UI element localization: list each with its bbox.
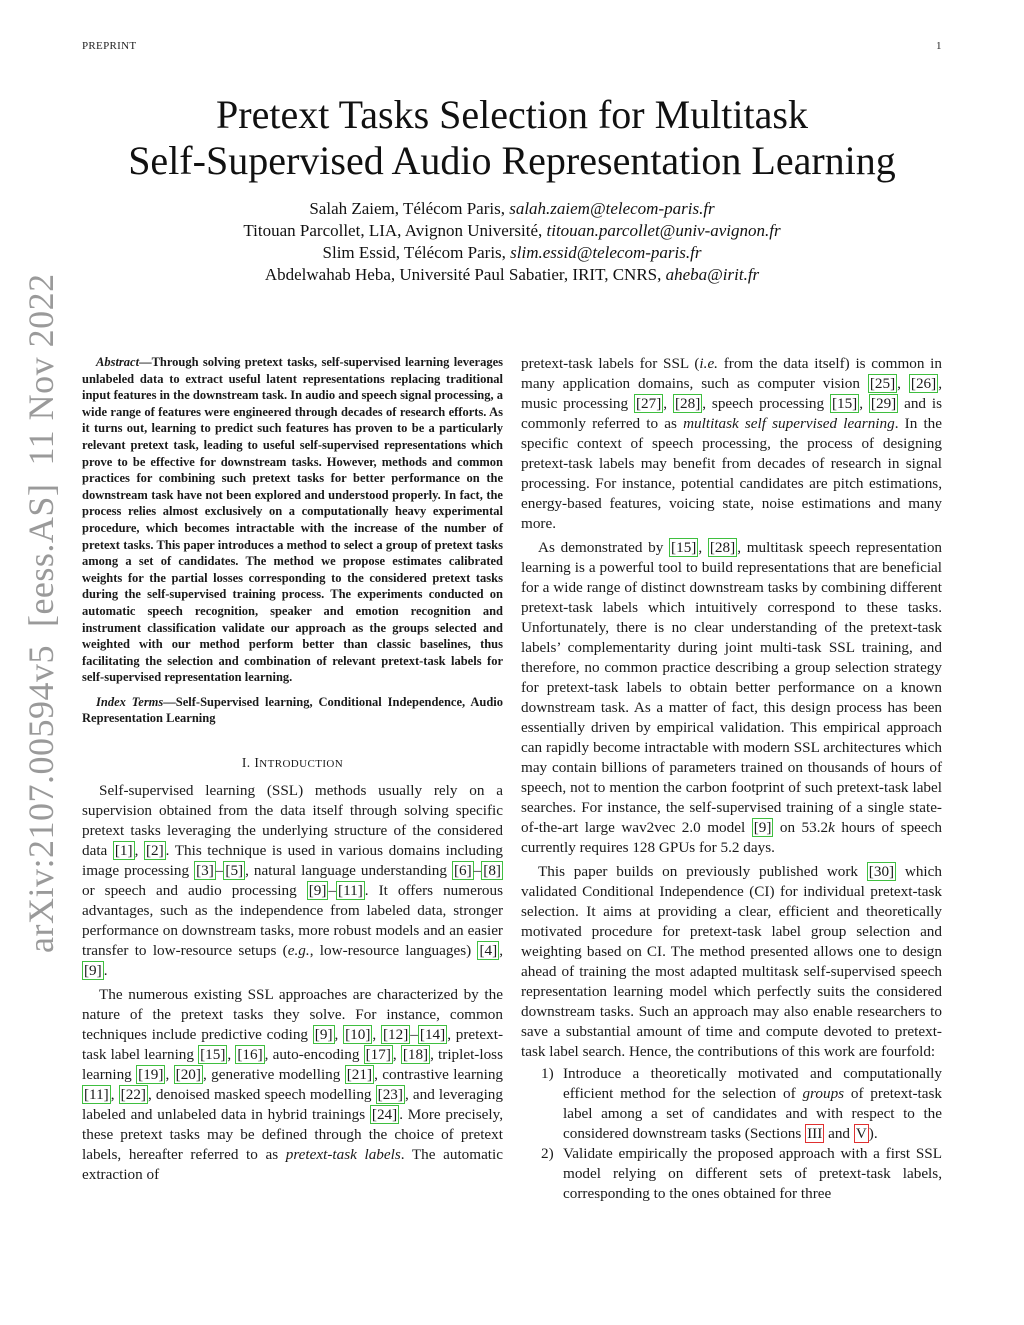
arxiv-id: arXiv:2107.00594v5 <box>21 645 61 953</box>
index-terms-text: Self-Supervised learning, Conditional Independence, Audio Representation Learning <box>82 694 503 726</box>
left-column <box>82 354 503 1185</box>
citation-link[interactable]: [5] <box>225 862 244 880</box>
citation-link[interactable]: [30] <box>868 863 895 880</box>
author-affiliation: Titouan Parcollet, LIA, Avignon Université, <box>243 221 543 240</box>
citation-link[interactable]: [28] <box>709 539 736 556</box>
citation-link[interactable]: [19] <box>138 1066 164 1084</box>
citation-link[interactable]: [15] <box>671 539 697 556</box>
arxiv-date: 11 Nov 2022 <box>21 273 61 466</box>
body-paragraph: pretext-task labels for SSL (i.e. from the data itself) is common in many application domains, such as computer vision [25] , [26] , music processing [27] , [28] , speech processing [15] , [29] and is commonly referred to as multitask self supervised learning. In the specific context of speech processing, the process of designing pretext-task labels may benefit from decades of research in signal processing. For instance, potential candidates are pitch estimations, energy-based features, voicing state, noise estimations and many more. <box>521 355 943 532</box>
citation-link[interactable]: [15] <box>831 395 858 412</box>
section-heading-introduction: I. INTRODUCTION <box>241 755 344 771</box>
title-line-1: Pretext Tasks Selection for Multitask <box>216 92 808 137</box>
section-link[interactable]: V <box>855 1125 867 1142</box>
author-block <box>0 198 1024 286</box>
author-line <box>0 264 1024 286</box>
running-head: PREPRINT <box>82 40 137 52</box>
citation-link[interactable]: [4] <box>479 942 498 960</box>
citation-link[interactable]: [3] <box>196 862 214 880</box>
citation-link[interactable]: [8] <box>483 862 501 880</box>
abstract: Abstract—Through solving pretext tasks, self-supervised learning leverages unlabeled data to extract useful latent representations replacing traditional input features in the downstream task. In audio and speech signal processing, a wide range of features were engineered through decades of research efforts. As it turns out, learning to predict such features has proven to be a particularly relevant pretext task, leading to useful self-supervised representations which prove to be effective for downstream tasks. However, methods and common practices for combining such pretext tasks for better performance on the downstream task have not been explored and understood properly. In fact, the process relies almost exclusively on a computationally heavy experimental procedure, which becomes intractable with the increase of the number of pretext tasks. This paper introduces a method to select a group of pretext tasks among a set of candidates. The method we propose estimates calibrated weights for the partial losses corresponding to the considered pretext tasks during the self-supervised training process. The experiments conducted on automatic speech recognition, speaker and emotion recognition and instrument classification validate our approach as the groups selected and weighted with our method perform better than classic baselines, thus facilitating the selection and combination of relevant pretext-task labels for self-supervised representation learning. <box>82 355 503 685</box>
citation-link[interactable]: [22] <box>120 1086 146 1104</box>
citation-link[interactable]: [9] <box>84 962 102 980</box>
citation-link[interactable]: [12] <box>382 1026 409 1044</box>
citation-link[interactable]: [17] <box>365 1046 391 1064</box>
author-affiliation: Slim Essid, Télécom Paris, <box>322 243 506 262</box>
arxiv-stamp <box>20 273 62 953</box>
list-item: 1) Introduce a theoretically motivated and computationally efficient method for the selection of groups of pretext-task label among a set of candidates and with respect to the considered downstream tasks (Sections III and V ). <box>541 1065 942 1142</box>
page-number: 1 <box>936 40 942 52</box>
citation-link[interactable]: [14] <box>419 1026 446 1044</box>
title-line-2: Self-Supervised Audio Representation Learning <box>128 138 896 183</box>
citation-link[interactable]: [21] <box>346 1066 373 1084</box>
citation-link[interactable]: [16] <box>237 1046 263 1064</box>
author-line <box>0 220 1024 242</box>
citation-link[interactable]: [11] <box>84 1086 109 1104</box>
index-terms: Index Terms—Self-Supervised learning, Conditional Independence, Audio Representation Learning <box>82 694 503 726</box>
citation-link[interactable]: [6] <box>453 862 472 880</box>
intro-paragraph-2: The numerous existing SSL approaches are characterized by the nature of the pretext tasks they solve. For instance, common techniques include predictive coding [9] , [10] , [12] – [14] , pretext-task label learning [15] , [16] , auto-encoding [17] , [18] , triplet-loss learning [19] , [20] , generative modelling [21] , contrastive learning [11] , [22] , denoised masked speech modelling [23] , and leveraging labeled and unlabeled data in hybrid trainings [24] . More precisely, these pretext tasks may be defined through the choice of pretext labels, hereafter referred to as pretext-task labels. The automatic extraction of <box>82 986 504 1184</box>
abstract-text: Through solving pretext tasks, self-supervised learning leverages unlabeled data to extract useful latent representations replacing traditional input features in the downstream task. In audio and speech signal processing, a wide range of features were engineered through decades of research efforts. As it turns out, learning to predict such features has proven to be a particularly relevant pretext task, leading to useful self-supervised representations which prove to be effective for downstream tasks. However, methods and common practices for combining such pretext tasks for better performance on the downstream task have not been explored and understood properly. In fact, the process relies almost exclusively on a computationally heavy experimental procedure, which becomes intractable with the increase of the number of pretext tasks. This paper introduces a method to select a group of pretext tasks among a set of candidates. The method we propose estimates calibrated weights for the partial losses corresponding to the considered pretext tasks during the self-supervised training process. The experiments conducted on automatic speech recognition, speaker and emotion recognition and instrument classification validate our approach as the groups selected and weighted with our method perform better than classic baselines, thus facilitating the selection and combination of relevant pretext-task labels for self-supervised representation learning. <box>82 355 503 685</box>
right-column <box>521 354 942 1204</box>
citation-link[interactable]: [10] <box>345 1026 371 1044</box>
author-email[interactable]: aheba@irit.fr <box>665 265 760 284</box>
paper-title <box>0 92 1024 184</box>
citation-link[interactable]: [20] <box>175 1066 201 1084</box>
author-affiliation: Abdelwahab Heba, Université Paul Sabatier, IRIT, CNRS, <box>264 265 662 284</box>
citation-link[interactable]: [28] <box>674 395 701 412</box>
contributions-list <box>521 1064 942 1204</box>
citation-link[interactable]: [26] <box>910 375 937 392</box>
citation-link[interactable]: [15] <box>200 1046 226 1064</box>
citation-link[interactable]: [29] <box>870 395 897 412</box>
citation-link[interactable]: [24] <box>371 1106 398 1124</box>
body-paragraph: As demonstrated by [15] , [28] , multitask speech representation learning is a powerful tool to build representations that are beneficial for a wide range of distinct downstream tasks by combining different pretext-task labels which intuitively correspond to these tasks. Unfortunately, there is no clear understanding of the pretext-task labels’ complementarity during joint multi-task SSL training, and therefore, no common practice describing a group selection strategy for pretext-task labels to obtain better performance on a known downstream task. As a matter of fact, this design process has been essentially driven by empirical validation. This empirical approach can rapidly become intractable with modern SSL architectures which may contain billions of parameters trained on thousands of hours of speech, not to mention the carbon footprint of such pretext-task label searches. For instance, the self-supervised training of a single state-of-the-art large wav2vec 2.0 model [9] on 53.2k hours of speech currently requires 128 GPUs for 5.2 days. <box>521 539 943 856</box>
citation-link[interactable]: [1] <box>114 842 133 860</box>
author-affiliation: Salah Zaiem, Télécom Paris, <box>309 199 505 218</box>
citation-link[interactable]: [9] <box>308 882 327 900</box>
list-item: 2) Validate empirically the proposed approach with a first SSL model relying on different sets of pretext-task labels, corresponding to the ones obtained for three <box>541 1145 942 1202</box>
author-email[interactable]: slim.essid@telecom-paris.fr <box>510 243 702 262</box>
citation-link[interactable]: [18] <box>402 1046 429 1064</box>
citation-link[interactable]: [23] <box>377 1086 403 1104</box>
intro-paragraph-1: Self-supervised learning (SSL) methods usually rely on a supervision obtained from the data itself through solving specific pretext tasks leveraging the underlying structure of the considered data [1] , [2] . This technique is used in various domains including image processing [3] – [5] , natural language understanding [6] – [8] or speech and audio processing [9] – [11] . It offers numerous advantages, such as the independence from labeled data, stronger performance on downstream tasks, more robust models and an easier transfer to low-resource setups (e.g., low-resource languages) [4] , [9] . <box>82 782 504 980</box>
citation-link[interactable]: [27] <box>635 395 662 412</box>
index-terms-label: Index Terms <box>96 694 164 709</box>
section-link[interactable]: III <box>807 1125 823 1142</box>
author-email[interactable]: salah.zaiem@telecom-paris.fr <box>509 199 715 218</box>
abstract-label: Abstract <box>96 355 140 369</box>
citation-link[interactable]: [9] <box>753 819 772 836</box>
citation-link[interactable]: [11] <box>338 882 363 900</box>
author-line <box>0 242 1024 264</box>
body-paragraph: This paper builds on previously published work [30] which validated Conditional Independence (CI) for individual pretext-task selection. It aims at providing a clear, efficient and theoretically motivated procedure for pretext-task label group selection and weighting based on CI. The method presented allows one to design ahead of training the most adapted multitask self-supervised speech representation learning model which perfectly suits the considered downstream tasks. Such an approach may also enable researchers to save a substantial amount of time and compute devoted to pretext-task label search. Hence, the contributions of this work are fourfold: <box>521 863 942 1060</box>
citation-link[interactable]: [25] <box>869 375 896 392</box>
author-email[interactable]: titouan.parcollet@univ-avignon.fr <box>546 221 781 240</box>
author-line <box>0 198 1024 220</box>
citation-link[interactable]: [9] <box>314 1026 333 1044</box>
arxiv-category: [eess.AS] <box>21 483 61 628</box>
citation-link[interactable]: [2] <box>145 842 164 860</box>
